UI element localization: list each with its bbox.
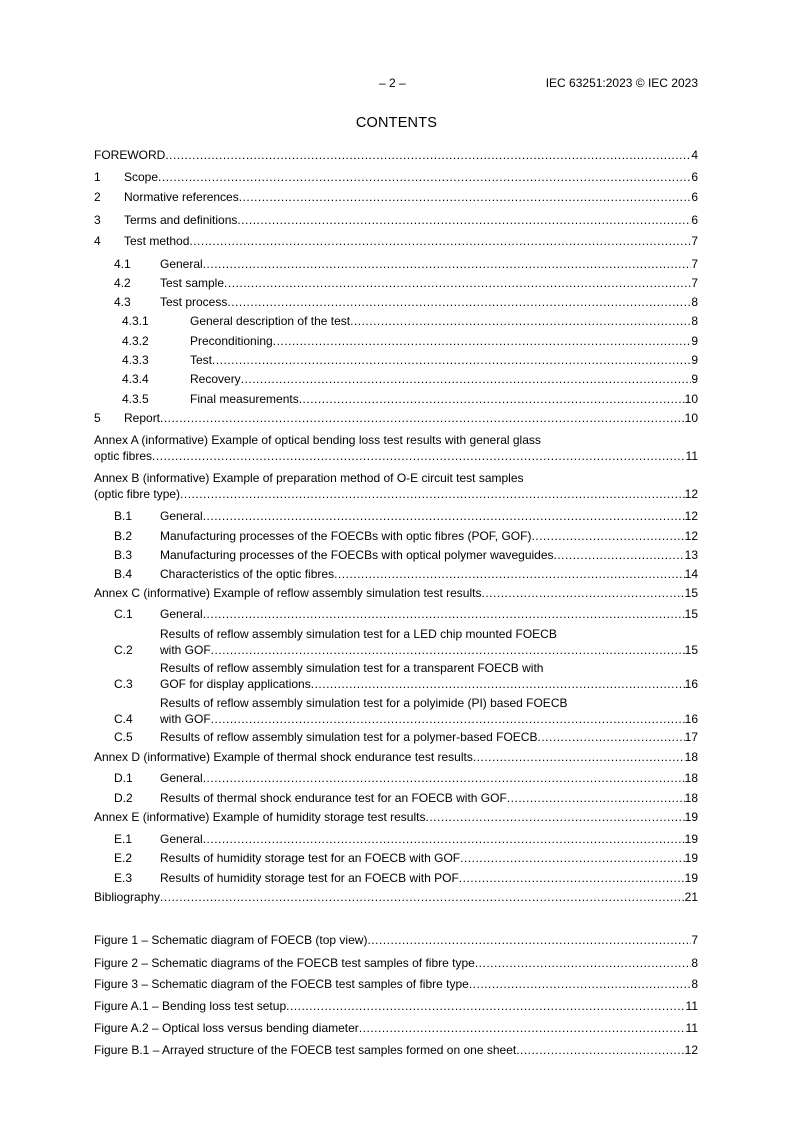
figure-entry-line (94, 976, 698, 992)
toc-entry-line (124, 233, 698, 249)
toc-entry-number: B.4 (114, 567, 133, 581)
toc-entry[interactable] (94, 486, 698, 502)
toc-entry-number: 4.2 (114, 276, 131, 290)
toc-entry-line (124, 212, 698, 228)
figure-entry-page: 8 (691, 956, 698, 970)
toc-entry-first-line (94, 432, 698, 448)
toc-entry-page: 19 (684, 810, 698, 824)
toc-entry-line (160, 294, 698, 310)
dot-leader (203, 508, 685, 524)
toc-entry[interactable] (94, 831, 698, 847)
toc-entry-line (190, 333, 698, 349)
toc-entry[interactable] (94, 585, 698, 601)
toc-entry-first-line (94, 470, 698, 486)
toc-entry-line (160, 831, 698, 847)
toc-entry-line (94, 585, 698, 601)
toc-entry-page: 4 (691, 148, 698, 162)
toc-entry-title: Results of thermal shock endurance test for an FOECB with GOF (160, 791, 507, 805)
toc-entry[interactable] (94, 313, 698, 329)
toc-entry-page: 16 (684, 712, 698, 726)
figure-entry-title: Figure 2 – Schematic diagrams of the FOECB test samples of fibre type (94, 956, 475, 970)
toc-entry-page: 6 (691, 170, 698, 184)
toc-entry[interactable] (94, 333, 698, 349)
dot-leader (203, 831, 685, 847)
toc-entry-title: General (160, 509, 203, 523)
toc-entry[interactable] (94, 889, 698, 905)
dot-leader (152, 448, 686, 464)
dot-leader (473, 749, 685, 765)
dot-leader (189, 233, 691, 249)
toc-entry-title: GOF for display applications (160, 677, 311, 691)
toc-entry-line (160, 850, 698, 866)
toc-entry-line (124, 189, 698, 205)
toc-entry-first-line (94, 695, 698, 711)
figure-entry-line (94, 1020, 698, 1036)
toc-entry[interactable] (94, 850, 698, 866)
page-number: – 2 – (379, 76, 406, 90)
figure-entry-page: 8 (691, 977, 698, 991)
dot-leader (367, 932, 691, 948)
toc-entry-line (94, 486, 698, 502)
dot-leader (481, 585, 684, 601)
toc-entry-page: 19 (684, 851, 698, 865)
figure-entry[interactable] (94, 1020, 698, 1036)
toc-entry-title: Terms and definitions (124, 213, 238, 227)
toc-entry-page: 6 (691, 190, 698, 204)
toc-entry-title: Scope (124, 170, 159, 184)
toc-entry-number: C.3 (114, 677, 133, 691)
toc-entry-number: E.1 (114, 832, 133, 846)
toc-entry-page: 9 (691, 353, 698, 367)
toc-entry-title: FOREWORD (94, 148, 166, 162)
toc-entry-line (160, 770, 698, 786)
figure-entry[interactable] (94, 932, 698, 948)
figure-entry-line (94, 932, 698, 948)
dot-leader (537, 729, 684, 745)
dot-leader (227, 294, 691, 310)
toc-entry-page: 12 (684, 487, 698, 501)
figure-entry-page: 7 (691, 933, 698, 947)
toc-entry-line (94, 147, 698, 163)
toc-entry-page: 18 (684, 791, 698, 805)
toc-entry-line (160, 508, 698, 524)
toc-entry-page: 14 (684, 567, 698, 581)
dot-leader (165, 147, 691, 163)
toc-entry-number: E.2 (114, 851, 133, 865)
toc-entry-page: 17 (684, 730, 698, 744)
toc-entry-page: 21 (684, 890, 698, 904)
toc-entry-title: General description of the test (190, 314, 351, 328)
figure-entry-line (94, 998, 698, 1014)
dot-leader (460, 850, 685, 866)
toc-entry-title-first-line: Results of reflow assembly simulation test for a polyimide (PI) based FOECB (160, 696, 568, 710)
toc-entry-number: C.1 (114, 607, 133, 621)
toc-entry[interactable] (94, 448, 698, 464)
toc-entry-page: 12 (684, 529, 698, 543)
dot-leader (212, 352, 691, 368)
dot-leader (203, 606, 685, 622)
toc-entry-number: D.1 (114, 771, 133, 785)
toc-entry-line (190, 313, 698, 329)
figure-entry-line (94, 955, 698, 971)
toc-entry[interactable] (94, 147, 698, 163)
toc-entry[interactable] (94, 809, 698, 825)
toc-entry-page: 18 (684, 771, 698, 785)
toc-entry-number: B.3 (114, 548, 133, 562)
toc-entry[interactable] (94, 233, 698, 249)
figure-entry-title: Figure 3 – Schematic diagram of the FOECB test samples of fibre type (94, 977, 469, 991)
toc-entry-title: Results of humidity storage test for an FOECB with POF (160, 871, 459, 885)
toc-entry[interactable] (94, 566, 698, 582)
dot-leader (531, 528, 684, 544)
toc-entry[interactable] (94, 256, 698, 272)
dot-leader (211, 642, 685, 658)
toc-entry[interactable] (94, 371, 698, 387)
toc-entry-title: Preconditioning (190, 334, 273, 348)
toc-entry-number: C.4 (114, 712, 133, 726)
toc-entry-line (160, 606, 698, 622)
toc-entry-number: 4.3.2 (122, 334, 149, 348)
toc-entry-number: 4.3.5 (122, 392, 149, 406)
toc-entry-title-first-line: Annex A (informative) Example of optical bending loss test results with general glass (94, 433, 541, 447)
dot-leader (241, 371, 692, 387)
toc-entry-page: 6 (691, 213, 698, 227)
toc-entry-title: optic fibres (94, 449, 153, 463)
toc-entry[interactable] (94, 606, 698, 622)
dot-leader (273, 333, 692, 349)
toc-entry-title: Bibliography (94, 890, 161, 904)
dot-leader (311, 676, 685, 692)
figure-entry-page: 11 (685, 999, 698, 1013)
toc-entry[interactable] (94, 508, 698, 524)
toc-entry[interactable] (94, 729, 698, 745)
contents-title: CONTENTS (355, 115, 438, 131)
toc-entry-title: Manufacturing processes of the FOECBs with optic fibres (POF, GOF) (160, 529, 532, 543)
toc-entry-title: Test process (160, 295, 228, 309)
dot-leader (160, 889, 685, 905)
toc-entry-number: D.2 (114, 791, 133, 805)
toc-entry[interactable] (94, 642, 698, 658)
dot-leader (299, 391, 685, 407)
toc-entry-page: 9 (691, 372, 698, 386)
toc-entry-number: 2 (94, 190, 101, 204)
dot-leader (469, 976, 691, 992)
toc-entry-line (94, 749, 698, 765)
toc-entry[interactable] (94, 294, 698, 310)
toc-entry-title: General (160, 832, 203, 846)
toc-entry-title: Report (124, 411, 161, 425)
toc-entry[interactable] (94, 352, 698, 368)
toc-entry-number: 3 (94, 213, 101, 227)
toc-entry-number: C.5 (114, 730, 133, 744)
toc-entry-page: 16 (684, 677, 698, 691)
dot-leader (350, 313, 691, 329)
figure-entry-title: Figure A.2 – Optical loss versus bending diameter (94, 1021, 359, 1035)
toc-entry[interactable] (94, 169, 698, 185)
toc-entry[interactable] (94, 870, 698, 886)
toc-entry[interactable] (94, 275, 698, 291)
toc-entry-page: 19 (684, 832, 698, 846)
toc-entry-title: Test (190, 353, 213, 367)
toc-entry-title: Manufacturing processes of the FOECBs with optical polymer waveguides (160, 548, 554, 562)
toc-entry[interactable] (94, 547, 698, 563)
toc-entry-title: General (160, 257, 203, 271)
toc-entry-line (160, 642, 698, 658)
toc-entry-line (160, 790, 698, 806)
toc-entry[interactable] (94, 790, 698, 806)
toc-entry-title-first-line: Results of reflow assembly simulation test for a LED chip mounted FOECB (160, 627, 557, 641)
figure-entry-title: Figure A.1 – Bending loss test setup (94, 999, 287, 1013)
toc-entry-line (160, 547, 698, 563)
toc-entry-page: 10 (684, 411, 698, 425)
toc-entry-page: 7 (691, 257, 698, 271)
dot-leader (425, 809, 684, 825)
dot-leader (475, 955, 691, 971)
toc-entry-line (94, 889, 698, 905)
toc-entry-title: Results of humidity storage test for an FOECB with GOF (160, 851, 461, 865)
figure-entry-line (94, 1042, 698, 1058)
toc-entry-title: Annex D (informative) Example of thermal shock endurance test results (94, 750, 473, 764)
toc-entry-line (160, 566, 698, 582)
dot-leader (507, 790, 685, 806)
toc-entry-page: 19 (684, 871, 698, 885)
toc-entry-first-line (94, 660, 698, 676)
figure-entry[interactable] (94, 955, 698, 971)
toc-entry-number: 4.1 (114, 257, 131, 271)
dot-leader (459, 870, 685, 886)
dot-leader (158, 169, 691, 185)
dot-leader (203, 770, 685, 786)
toc-entry-line (160, 711, 698, 727)
toc-entry[interactable] (94, 410, 698, 426)
dot-leader (239, 189, 692, 205)
toc-entry-number: 4.3.4 (122, 372, 149, 386)
toc-entry-page: 15 (684, 586, 698, 600)
toc-entry-number: 4.3.3 (122, 353, 149, 367)
toc-entry-number: B.2 (114, 529, 133, 543)
toc-entry-number: E.3 (114, 871, 133, 885)
dot-leader (286, 998, 685, 1014)
toc-entry-page: 18 (684, 750, 698, 764)
toc-entry-page: 7 (691, 276, 698, 290)
toc-entry-title: Results of reflow assembly simulation test for a polymer-based FOECB (160, 730, 538, 744)
dot-leader (160, 410, 685, 426)
figure-entry[interactable] (94, 998, 698, 1014)
toc-entry-title: General (160, 771, 203, 785)
toc-entry-page: 11 (685, 449, 698, 463)
toc-entry-line (124, 169, 698, 185)
toc-entry[interactable] (94, 212, 698, 228)
toc-entry[interactable] (94, 711, 698, 727)
toc-entry-page: 8 (691, 314, 698, 328)
figure-entry-title: Figure B.1 – Arrayed structure of the FOECB test samples formed on one sheet (94, 1043, 517, 1057)
dot-leader (359, 1020, 686, 1036)
toc-entry-page: 10 (684, 392, 698, 406)
dot-leader (516, 1042, 684, 1058)
toc-entry[interactable] (94, 391, 698, 407)
toc-entry-title: Annex E (informative) Example of humidity storage test results (94, 810, 426, 824)
toc-entry-title: Normative references (124, 190, 239, 204)
toc-entry-title-first-line: Results of reflow assembly simulation test for a transparent FOECB with (160, 661, 544, 675)
toc-entry-title: Final measurements (190, 392, 299, 406)
dot-leader (554, 547, 685, 563)
toc-entry-page: 8 (691, 295, 698, 309)
toc-entry-title: Test method (124, 234, 190, 248)
toc-entry[interactable] (94, 676, 698, 692)
toc-entry-number: 5 (94, 411, 101, 425)
dot-leader (334, 566, 685, 582)
toc-entry-line (160, 275, 698, 291)
toc-entry-title: Test sample (160, 276, 225, 290)
toc-entry-number: C.2 (114, 643, 133, 657)
toc-entry-title-first-line: Annex B (informative) Example of preparation method of O-E circuit test samples (94, 471, 524, 485)
dot-leader (224, 275, 691, 291)
toc-entry-line (160, 729, 698, 745)
figure-entry-page: 12 (684, 1043, 698, 1057)
toc-entry-page: 12 (684, 509, 698, 523)
dot-leader (203, 256, 692, 272)
toc-entry-page: 15 (684, 643, 698, 657)
toc-entry-number: 4 (94, 234, 101, 248)
toc-entry-line (190, 371, 698, 387)
toc-entry-page: 13 (684, 548, 698, 562)
figure-entry-page: 11 (685, 1021, 698, 1035)
toc-entry-title: Annex C (informative) Example of reflow assembly simulation test results (94, 586, 482, 600)
toc-entry-number: 1 (94, 170, 101, 184)
toc-entry-title: Characteristics of the optic fibres (160, 567, 335, 581)
toc-entry-page: 9 (691, 334, 698, 348)
toc-entry-line (160, 870, 698, 886)
toc-entry-first-line (94, 626, 698, 642)
toc-entry[interactable] (94, 770, 698, 786)
toc-entry-line (160, 256, 698, 272)
toc-entry-number: 4.3.1 (122, 314, 149, 328)
toc-entry[interactable] (94, 189, 698, 205)
toc-entry-line (190, 391, 698, 407)
toc-entry-line (160, 676, 698, 692)
toc-entry-number: B.1 (114, 509, 133, 523)
toc-entry-line (124, 410, 698, 426)
figure-entry[interactable] (94, 976, 698, 992)
dot-leader (237, 212, 691, 228)
toc-entry-title: with GOF (160, 643, 211, 657)
toc-entry-line (160, 528, 698, 544)
figure-entry[interactable] (94, 1042, 698, 1058)
toc-entry-number: 4.3 (114, 295, 131, 309)
toc-entry-title: General (160, 607, 203, 621)
toc-entry-line (94, 448, 698, 464)
dot-leader (211, 711, 685, 727)
toc-entry-line (94, 809, 698, 825)
toc-entry-page: 7 (691, 234, 698, 248)
toc-entry-title: with GOF (160, 712, 211, 726)
standard-reference: IEC 63251:2023 © IEC 2023 (545, 76, 698, 90)
toc-entry[interactable] (94, 528, 698, 544)
toc-entry-title: (optic fibre type) (94, 487, 181, 501)
toc-entry[interactable] (94, 749, 698, 765)
dot-leader (180, 486, 685, 502)
toc-entry-line (190, 352, 698, 368)
figure-entry-title: Figure 1 – Schematic diagram of FOECB (top view) (94, 933, 368, 947)
toc-entry-title: Recovery (190, 372, 241, 386)
toc-entry-page: 15 (684, 607, 698, 621)
